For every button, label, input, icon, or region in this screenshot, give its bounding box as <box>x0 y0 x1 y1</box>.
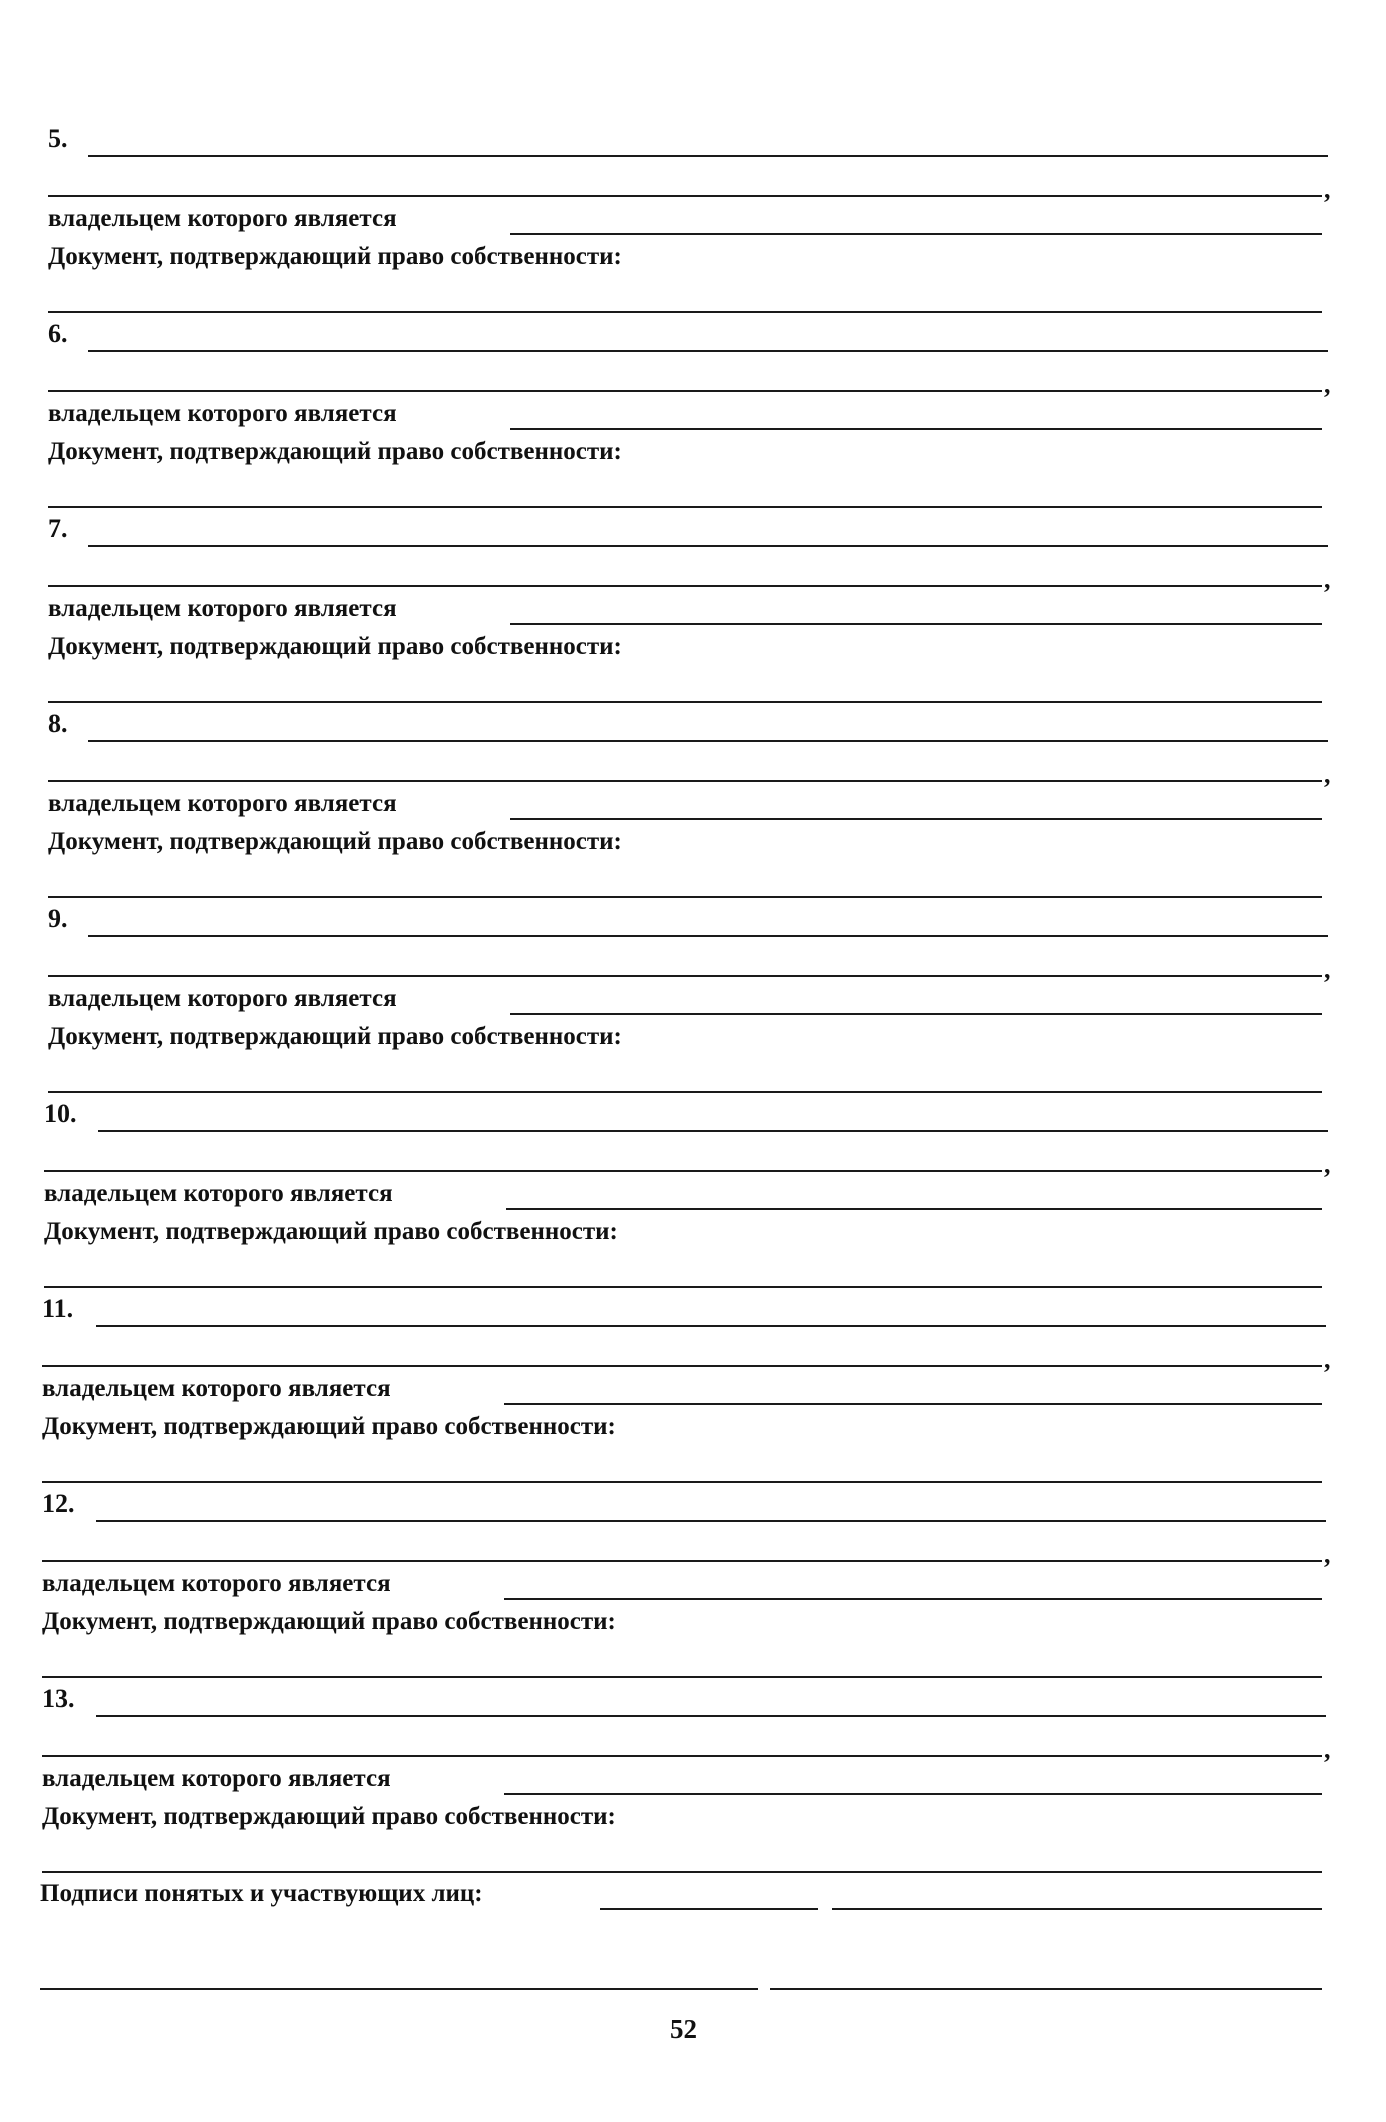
property-entry <box>0 1295 1386 1490</box>
ownership-document-line[interactable] <box>48 311 1322 313</box>
ownership-document-label: Документ, подтверждающий право собственности: <box>48 633 622 660</box>
signatures-label: Подписи понятых и участвующих лиц: <box>40 1880 483 1907</box>
property-description-line-1[interactable] <box>96 1520 1326 1522</box>
property-entry <box>0 1100 1386 1295</box>
property-description-line-2[interactable] <box>48 585 1322 587</box>
ownership-document-label: Документ, подтверждающий право собственности: <box>48 438 622 465</box>
owner-label: владельцем которого является <box>42 1570 391 1597</box>
ownership-document-label: Документ, подтверждающий право собственности: <box>48 828 622 855</box>
property-description-line-2[interactable] <box>44 1170 1322 1172</box>
property-entry <box>0 1490 1386 1685</box>
entry-number: 10. <box>44 1099 77 1128</box>
property-description-line-2[interactable] <box>42 1755 1322 1757</box>
owner-name-line[interactable] <box>510 233 1322 235</box>
ownership-document-line[interactable] <box>48 506 1322 508</box>
trailing-comma: , <box>1324 1735 1331 1764</box>
signature-line-4[interactable] <box>770 1988 1322 1990</box>
ownership-document-line[interactable] <box>42 1871 1322 1873</box>
ownership-document-label: Документ, подтверждающий право собственности: <box>44 1218 618 1245</box>
ownership-document-label: Документ, подтверждающий право собственности: <box>42 1608 616 1635</box>
trailing-comma: , <box>1324 175 1331 204</box>
entry-number: 9. <box>48 904 68 933</box>
property-description-line-2[interactable] <box>48 390 1322 392</box>
property-entry <box>0 905 1386 1100</box>
signature-line-1[interactable] <box>600 1908 818 1910</box>
owner-label: владельцем которого является <box>48 205 397 232</box>
trailing-comma: , <box>1324 370 1331 399</box>
property-description-line-2[interactable] <box>48 195 1322 197</box>
owner-name-line[interactable] <box>510 428 1322 430</box>
property-description-line-1[interactable] <box>88 740 1328 742</box>
owner-name-line[interactable] <box>510 1013 1322 1015</box>
entry-number: 5. <box>48 124 68 153</box>
owner-name-line[interactable] <box>510 818 1322 820</box>
owner-name-line[interactable] <box>510 623 1322 625</box>
entry-number: 6. <box>48 319 68 348</box>
trailing-comma: , <box>1324 955 1331 984</box>
owner-name-line[interactable] <box>504 1793 1322 1795</box>
ownership-document-label: Документ, подтверждающий право собственности: <box>42 1803 616 1830</box>
signature-line-3[interactable] <box>40 1988 758 1990</box>
owner-label: владельцем которого является <box>42 1765 391 1792</box>
owner-name-line[interactable] <box>504 1598 1322 1600</box>
ownership-document-label: Документ, подтверждающий право собственности: <box>42 1413 616 1440</box>
property-description-line-1[interactable] <box>96 1325 1326 1327</box>
signatures-section <box>0 1880 1386 2000</box>
property-description-line-1[interactable] <box>88 155 1328 157</box>
property-description-line-1[interactable] <box>88 545 1328 547</box>
ownership-document-line[interactable] <box>48 1091 1322 1093</box>
trailing-comma: , <box>1324 760 1331 789</box>
property-entry <box>0 710 1386 905</box>
entry-number: 8. <box>48 709 68 738</box>
owner-name-line[interactable] <box>506 1208 1322 1210</box>
property-entry <box>0 320 1386 515</box>
owner-label: владельцем которого является <box>48 595 397 622</box>
entry-number: 13. <box>42 1684 75 1713</box>
property-description-line-1[interactable] <box>88 935 1328 937</box>
property-description-line-1[interactable] <box>88 350 1328 352</box>
ownership-document-line[interactable] <box>44 1286 1322 1288</box>
ownership-document-label: Документ, подтверждающий право собственности: <box>48 243 622 270</box>
ownership-document-line[interactable] <box>42 1676 1322 1678</box>
property-description-line-2[interactable] <box>42 1365 1322 1367</box>
entry-number: 7. <box>48 514 68 543</box>
trailing-comma: , <box>1324 565 1331 594</box>
ownership-document-line[interactable] <box>42 1481 1322 1483</box>
property-description-line-1[interactable] <box>96 1715 1326 1717</box>
signature-line-2[interactable] <box>832 1908 1322 1910</box>
owner-label: владельцем которого является <box>42 1375 391 1402</box>
ownership-document-line[interactable] <box>48 701 1322 703</box>
ownership-document-label: Документ, подтверждающий право собственности: <box>48 1023 622 1050</box>
property-entry <box>0 515 1386 710</box>
trailing-comma: , <box>1324 1345 1331 1374</box>
property-entry <box>0 1685 1386 1880</box>
trailing-comma: , <box>1324 1540 1331 1569</box>
property-description-line-1[interactable] <box>98 1130 1328 1132</box>
entry-number: 11. <box>42 1294 74 1323</box>
property-description-line-2[interactable] <box>42 1560 1322 1562</box>
owner-label: владельцем которого является <box>48 400 397 427</box>
page-number: 52 <box>670 2014 697 2044</box>
owner-name-line[interactable] <box>504 1403 1322 1405</box>
owner-label: владельцем которого является <box>44 1180 393 1207</box>
owner-label: владельцем которого является <box>48 790 397 817</box>
owner-label: владельцем которого является <box>48 985 397 1012</box>
entry-number: 12. <box>42 1489 75 1518</box>
property-description-line-2[interactable] <box>48 975 1322 977</box>
trailing-comma: , <box>1324 1150 1331 1179</box>
property-description-line-2[interactable] <box>48 780 1322 782</box>
ownership-document-line[interactable] <box>48 896 1322 898</box>
property-entry <box>0 125 1386 320</box>
